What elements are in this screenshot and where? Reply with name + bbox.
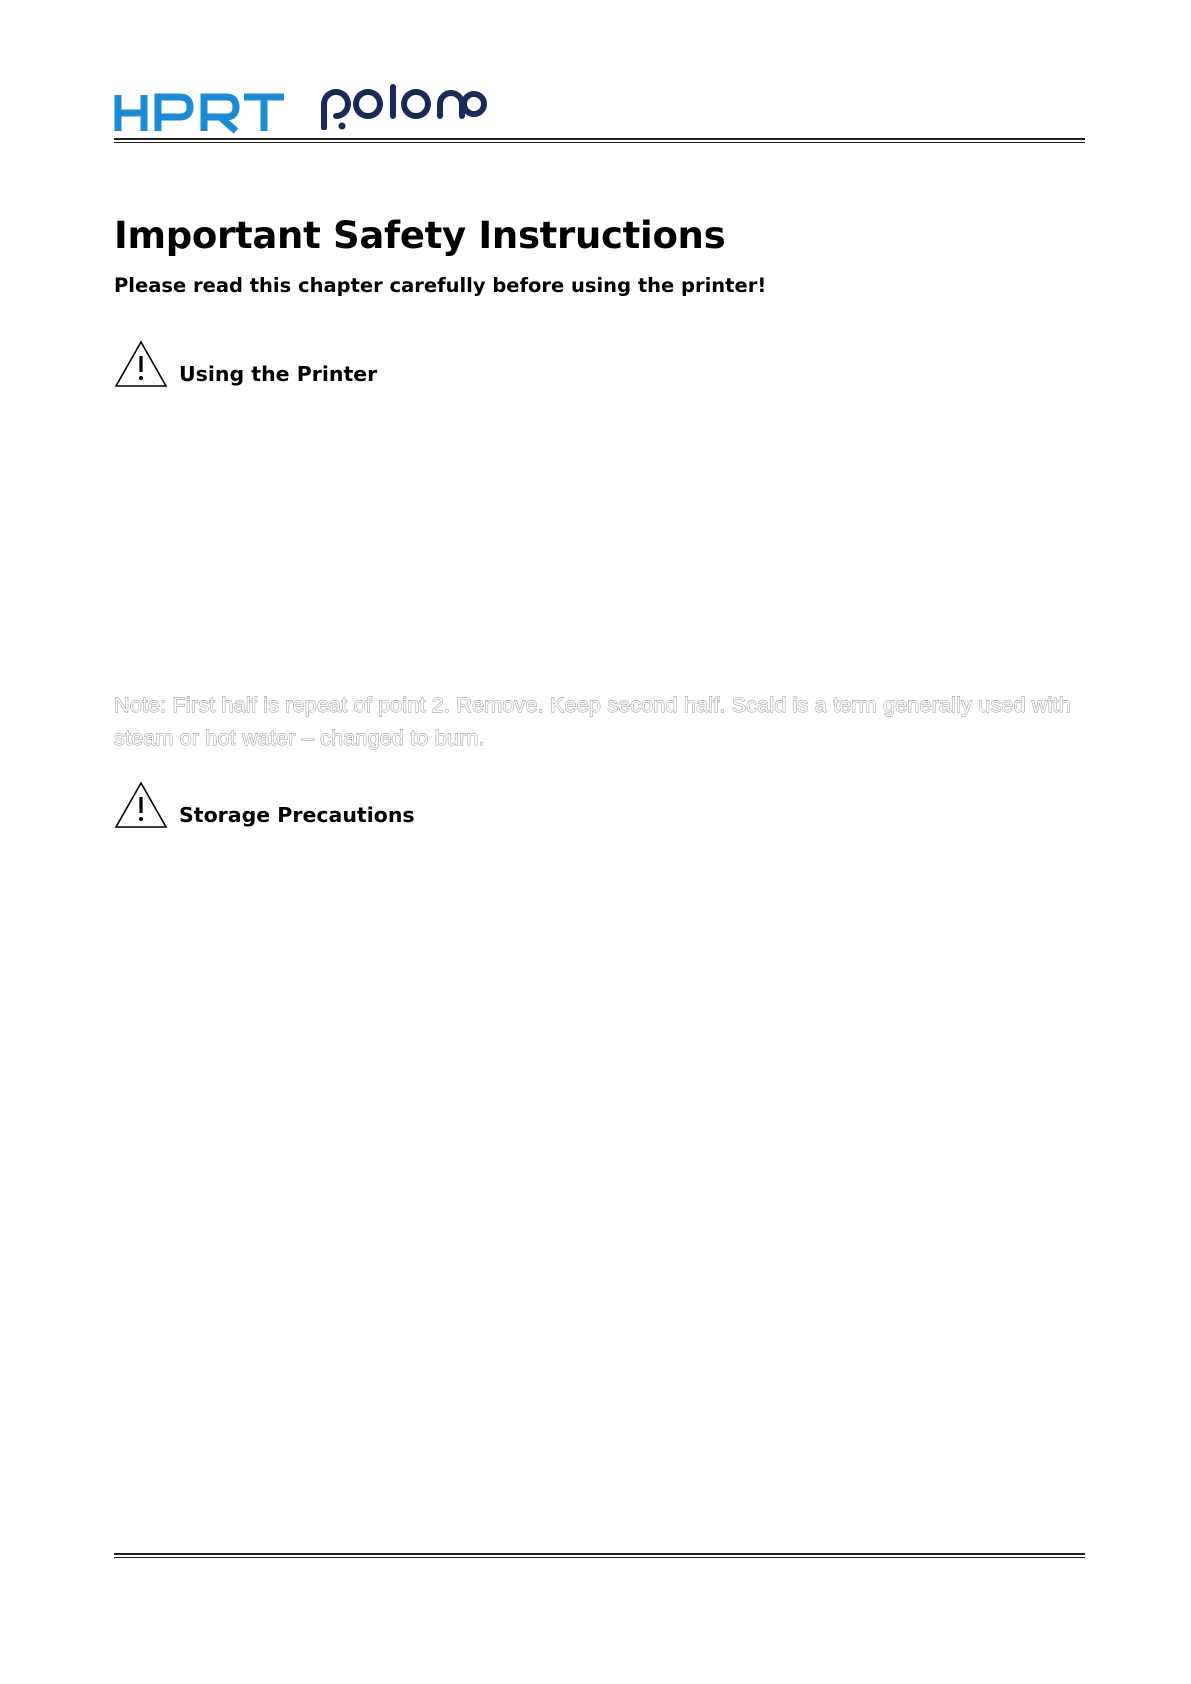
- editor-note: Note: First half is repeat of point 2. Remove. Keep second half. Scald is a term generally used with steam or hot water – changed to burn.: [114, 693, 1071, 750]
- warning-triangle-icon: [114, 340, 168, 388]
- section-using-printer: [114, 336, 377, 388]
- warning-triangle-icon: [114, 781, 168, 829]
- page-title: Important Safety Instructions: [114, 214, 726, 257]
- page-header: [114, 84, 1084, 144]
- section-label: Storage Precautions: [179, 803, 415, 827]
- footer-divider: [114, 1553, 1085, 1558]
- header-divider: [114, 138, 1085, 143]
- hprt-logo: [114, 92, 286, 134]
- section-label: Using the Printer: [179, 362, 378, 386]
- polono-logo: [318, 84, 488, 130]
- page-subtitle: Please read this chapter carefully before using the printer!: [114, 274, 767, 297]
- section-storage-precautions: [114, 777, 415, 829]
